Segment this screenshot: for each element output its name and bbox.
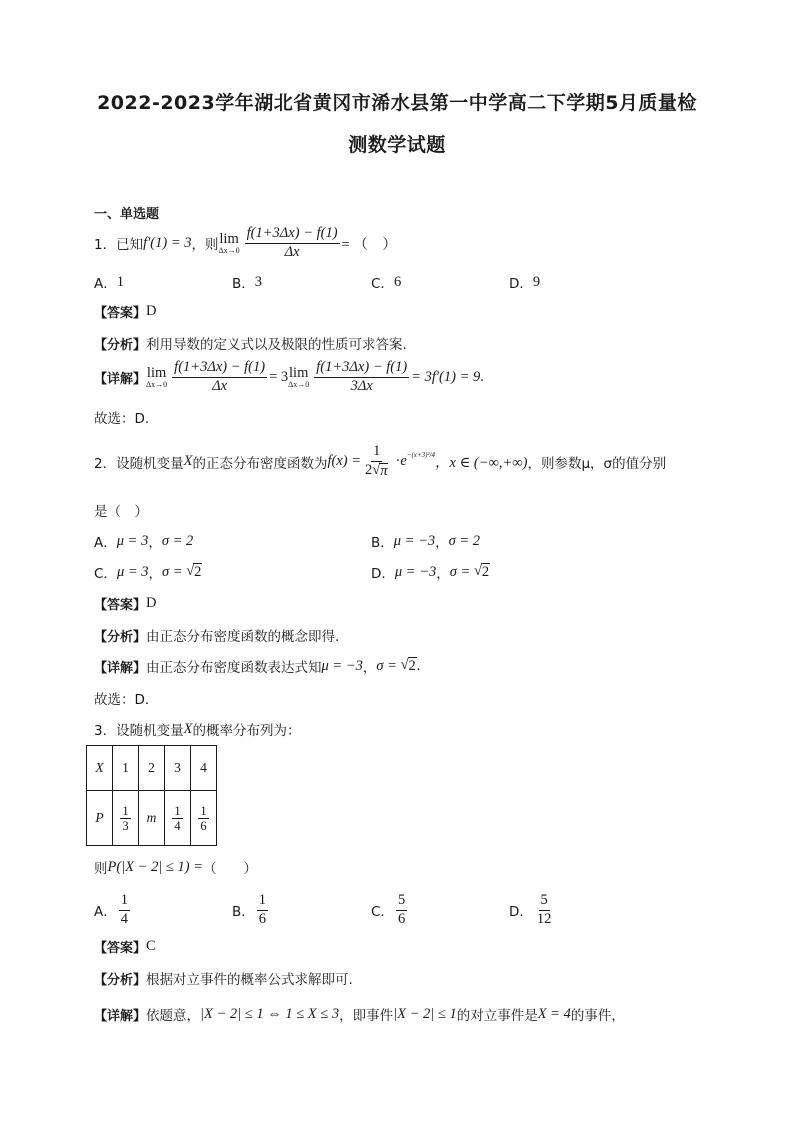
q2-conclusion [94, 688, 149, 708]
q3-detail-pre: 依题意， [146, 1008, 201, 1024]
q3-option-c-frac [396, 893, 407, 928]
q3-option-c-label: C． [371, 904, 394, 921]
q3-option-b [232, 893, 270, 928]
q1-option-a-label: A． [94, 276, 117, 292]
q3-cell-x-1: 1 [113, 746, 139, 791]
q2-option-a-label: A． [94, 535, 117, 551]
q3-answer-tag: 【答案】 [94, 941, 147, 956]
q1-option-a [94, 272, 124, 292]
q3-var: X [183, 720, 193, 737]
q2-den-coef: 2 [364, 461, 373, 478]
q3-p3-num: 1 [174, 803, 181, 818]
q2-option-b-sep: ， [435, 535, 449, 551]
q2-den-sqrt: √ π [372, 461, 388, 479]
q3-table-row-p [87, 791, 217, 846]
q3-detail-tail: 的事件， [570, 1008, 625, 1024]
q2-option-a-mu: μ = 3 [116, 532, 149, 549]
q3-p1-num: 1 [122, 803, 129, 818]
q1-prefix: 1．已知 [94, 237, 144, 254]
q2-option-a [94, 531, 193, 551]
page-title-line-2: 测数学试题 [348, 134, 446, 156]
q3-option-a-den: 4 [120, 910, 128, 927]
q2-fraction [363, 444, 390, 480]
q2-tail: ，则参数μ，σ的值分别 [527, 455, 667, 472]
q3-question-expr: P(|X − 2| ≤ 1) = [107, 858, 203, 875]
q3-analysis-text: 根据对立事件的概率公式求解即可. [146, 972, 353, 988]
q3-option-a-label: A． [94, 904, 117, 921]
q3-cell-p-3 [165, 791, 191, 846]
q2-option-b [371, 531, 480, 551]
q2-detail-sqrt: √ 2 [400, 657, 416, 674]
q3-option-b-den: 6 [258, 910, 267, 927]
q2-option-c-sqrt: √ 2 [186, 563, 202, 580]
q1-option-c-value: 6 [393, 273, 402, 290]
q2-analysis [94, 625, 339, 645]
q1-conclusion-text: 故选：D. [94, 411, 150, 427]
q3-question-blank: （ ） [203, 861, 257, 877]
q2-num: 1 [371, 444, 382, 462]
q1-analysis [94, 333, 407, 353]
q2-analysis-text: 由正态分布密度函数的概念即得. [146, 629, 340, 645]
section-heading: 一、单选题 [94, 207, 160, 222]
q3-p3-den: 4 [174, 819, 181, 833]
q2-answer-value: D [146, 595, 157, 611]
q1-answer [94, 302, 157, 321]
q1-option-a-value: 1 [116, 273, 124, 290]
q2-conclusion-text: 故选：D. [94, 692, 150, 708]
q3-detail [94, 1004, 625, 1024]
q3-cell-p-2: m [139, 791, 165, 846]
q1-option-b [232, 272, 262, 292]
q3-question-pre: 则 [94, 861, 108, 877]
q3-prefix: 3．设随机变量 [94, 723, 184, 739]
q2-domain: ，x ∈ (−∞,+∞) [435, 455, 528, 472]
q3-distribution-table [86, 745, 217, 846]
q3-option-a-frac [119, 893, 130, 928]
q2-option-c-sep: ， [148, 566, 163, 582]
q2-option-a-sigma: σ = 2 [161, 532, 194, 549]
q2-option-b-label: B． [371, 535, 394, 551]
q2-option-d-sigma-prefix: σ = [449, 563, 474, 580]
q2-option-a-sep: ， [148, 535, 162, 551]
q1-option-d-value: 9 [532, 273, 541, 290]
q2-option-c-sigma-prefix: σ = [162, 563, 187, 580]
q2-den [363, 462, 390, 480]
q1-answer-tag: 【答案】 [94, 306, 147, 321]
q1-detail-end: = 3f′(1) = 9 [411, 368, 481, 385]
q2-option-c [94, 562, 202, 582]
q3-cell-x-3: 3 [165, 746, 191, 791]
q3-option-d-label: D． [509, 904, 533, 921]
page-title-line-1: 2022-2023学年湖北省黄冈市浠水县第一中学高二下学期5月质量检 [97, 92, 697, 114]
q1-answer-value: D [146, 303, 157, 319]
q3-p4-den: 6 [200, 819, 207, 833]
q2-exponent: −(x+3)²/4 [406, 450, 436, 459]
q1-option-c [371, 272, 401, 292]
q1-lim-sub: Δx→0 [218, 246, 240, 256]
q3-analysis [94, 968, 353, 988]
q3-table-row-x [87, 746, 217, 791]
q2-option-d [371, 562, 490, 582]
q2-detail-sep: ， [362, 660, 377, 676]
q3-option-d-frac [535, 893, 554, 928]
q3-option-b-num: 1 [257, 893, 268, 911]
q1-detail-mid: = 3 [269, 368, 289, 385]
q3-cell-p-label: P [87, 791, 113, 846]
q1-conclusion [94, 407, 149, 427]
q1-option-b-value: 3 [254, 273, 263, 290]
q2-answer-tag: 【答案】 [94, 598, 147, 613]
q1-detail-lim-word-2: lim [289, 364, 309, 381]
q2-e: e [400, 453, 407, 470]
q2-prefix: 2．设随机变量 [94, 455, 184, 472]
q3-analysis-tag: 【分析】 [94, 972, 147, 988]
q1-numerator: f(1+3Δx) − f(1) [245, 226, 340, 244]
q1-detail-tag: 【详解】 [94, 371, 147, 387]
q1-option-d [509, 272, 540, 292]
q3-answer-value: C [146, 938, 156, 954]
q1-analysis-text: 利用导数的定义式以及极限的性质可求答案. [146, 337, 407, 353]
q1-detail-lim-sub-2: Δx→0 [288, 380, 310, 390]
q3-cell-p-1 [113, 791, 139, 846]
q2-line2: 是（ ） [94, 504, 148, 520]
q2-option-d-sep: ， [436, 566, 450, 582]
q3-cell-x-label: X [87, 746, 113, 791]
q2-option-b-mu: μ = −3 [393, 532, 436, 549]
q3-detail-expr1: |X − 2| ≤ 1 ⇔ 1 ≤ X ≤ 3 [200, 1005, 340, 1022]
q2-mid: 的正态分布密度函数为 [192, 455, 328, 472]
q3-option-c [371, 893, 409, 928]
q1-fprime: f′(1) = 3 [143, 234, 192, 251]
q2-fx: f(x) = [327, 453, 361, 470]
q1-detail [94, 360, 484, 395]
q2-detail-text: 由正态分布密度函数表达式知 [146, 660, 322, 676]
q2-analysis-tag: 【分析】 [94, 629, 147, 645]
q1-detail-num-1: f(1+3Δx) − f(1) [172, 360, 267, 378]
q3-answer [94, 937, 156, 956]
q3-cell-p-4 [191, 791, 217, 846]
q2-option-d-sqrt: √ 2 [473, 563, 490, 580]
q2-detail-mu: μ = −3 [321, 657, 363, 674]
q3-detail-tag: 【详解】 [94, 1008, 147, 1024]
q1-option-d-label: D． [509, 276, 533, 292]
q1-equals-blank: = （ ） [341, 236, 397, 253]
q1-analysis-tag: 【分析】 [94, 337, 147, 353]
q1-then: ，则 [191, 237, 219, 254]
q3-option-c-num: 5 [396, 893, 407, 911]
q3-detail-mid2: 的对立事件是 [456, 1008, 538, 1024]
q3-tail: 的概率分布列为： [192, 723, 301, 739]
q3-option-a [94, 893, 132, 928]
q1-detail-fraction-2 [314, 360, 409, 395]
q2-option-d-label: D． [371, 566, 395, 582]
q1-detail-fraction-1 [172, 360, 267, 395]
q2-stem-line-2 [94, 500, 148, 520]
q3-cell-x-2: 2 [139, 746, 165, 791]
q3-detail-mid: ，即事件 [339, 1008, 394, 1024]
q3-question [94, 857, 257, 877]
q2-detail-rad: 2 [408, 658, 416, 674]
q1-denominator: Δx [284, 243, 300, 260]
q2-detail: 【详解】 由正态分布密度函数表达式知 μ = −3 ， σ = √ 2 . [94, 657, 421, 676]
q2-den-pi: π [380, 462, 388, 479]
q1-option-c-label: C． [371, 276, 394, 292]
q3-detail-expr3: X = 4 [537, 1005, 571, 1022]
q1-detail-period: . [480, 368, 484, 385]
q2-option-d-mu: μ = −3 [394, 563, 437, 580]
q1-detail-limit-2 [288, 366, 309, 390]
q2-option-c-label: C． [94, 566, 117, 582]
q2-option-b-sigma: σ = 2 [448, 532, 481, 549]
q3-detail-expr2: |X − 2| ≤ 1 [393, 1005, 457, 1022]
q2-option-c-mu: μ = 3 [116, 563, 149, 580]
q3-option-b-label: B． [232, 904, 255, 921]
q1-limit [219, 232, 240, 256]
q3-option-d [509, 893, 555, 928]
q1-fraction [245, 226, 340, 261]
q2-option-c-rad: 2 [194, 564, 202, 580]
q3-p4-num: 1 [200, 803, 207, 818]
q1-stem [94, 226, 397, 261]
q3-option-a-num: 1 [119, 893, 130, 911]
q1-detail-lim-sub-1: Δx→0 [146, 380, 168, 390]
q1-detail-num-2: f(1+3Δx) − f(1) [314, 360, 409, 378]
q1-option-b-label: B． [232, 276, 255, 292]
q3-option-d-num: 5 [539, 893, 550, 911]
q2-option-d-rad: 2 [481, 564, 490, 580]
q1-detail-den-2: 3Δx [350, 377, 373, 394]
q3-stem [94, 719, 300, 739]
q3-option-c-den: 6 [397, 910, 406, 927]
q3-option-d-den: 12 [536, 910, 552, 927]
q2-answer [94, 594, 157, 613]
q1-detail-den-1: Δx [212, 377, 228, 394]
q2-detail-sigma-prefix: σ = [376, 657, 401, 674]
q2-stem: 2．设随机变量 X 的正态分布密度函数为 f(x) = 1 2 √ π · e $^{-(x+3)^2/4}$ ，x ∈ (−∞,+∞) ，则参数μ，σ的值分别 [94, 443, 667, 479]
q3-p1-den: 3 [122, 819, 129, 833]
q3-option-b-frac [257, 893, 268, 928]
q1-lim-word: lim [219, 230, 239, 247]
q3-cell-x-4: 4 [191, 746, 217, 791]
q1-detail-limit-1 [146, 366, 167, 390]
q2-var: X [183, 453, 193, 470]
q2-detail-tag: 【详解】 [94, 660, 147, 676]
q1-detail-lim-word-1: lim [146, 364, 167, 381]
